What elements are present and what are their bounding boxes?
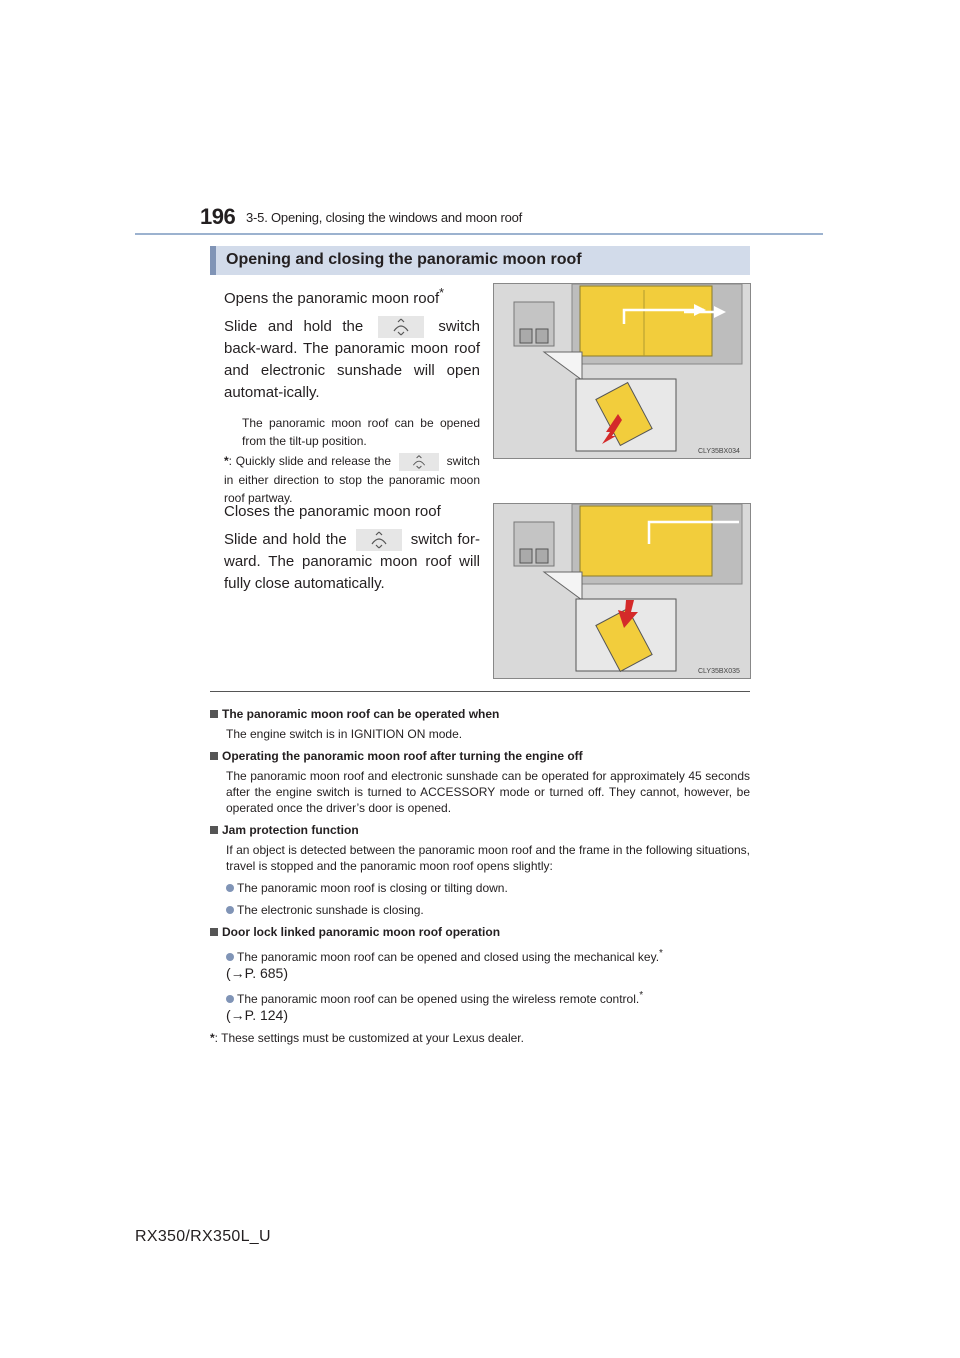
square-bullet-icon	[210, 928, 218, 936]
note-body: The panoramic moon roof and electronic sunshade can be operated for approximately 45 seconds after the engine switch is turned to ACCESSORY mode or turned off. They cannot, however, be operated once the driver’s door is opened.	[226, 769, 750, 815]
chapter-title: 3-5. Opening, closing the windows and moon roof	[246, 210, 523, 225]
asterisk-mark: *	[439, 286, 444, 300]
step2-instruction: Slide and hold the switch for-ward. The panoramic moon roof will fully close automatically.	[224, 531, 481, 593]
note-heading: Jam protection function	[210, 822, 750, 838]
notes-block	[210, 702, 750, 1046]
section-divider	[210, 691, 750, 692]
page-number: 196	[200, 204, 236, 229]
list-item: The panoramic moon roof is closing or tilting down.	[210, 880, 750, 896]
figure-code: CLY35BX035	[698, 668, 740, 675]
asterisk-mark: *	[659, 948, 663, 959]
header-rule	[135, 233, 823, 235]
section-title: Opening and closing the panoramic moon roof	[226, 251, 582, 268]
list-item: The electronic sunshade is closing.	[210, 902, 750, 918]
note-heading: The panoramic moon roof can be operated when	[210, 706, 750, 722]
moon-roof-illustration	[494, 284, 750, 458]
note-heading: Operating the panoramic moon roof after turning the engine off	[210, 748, 750, 764]
moon-roof-switch-icon	[378, 316, 424, 338]
list-item: The panoramic moon roof can be opened and closed using the mechanical key.* (→P. 685)	[226, 948, 663, 981]
circle-bullet-icon	[226, 884, 234, 892]
square-bullet-icon	[210, 752, 218, 760]
square-bullet-icon	[210, 826, 218, 834]
circle-bullet-icon	[226, 995, 234, 1003]
asterisk-mark: *	[639, 990, 644, 1001]
note-body: If an object is detected between the panoramic moon roof and the frame in the following situations, travel is stopped and the panoramic moon roof opens slightly:	[226, 843, 750, 873]
page-reference-link[interactable]: (→P. 685)	[226, 965, 288, 981]
footer-model: RX350/RX350L_U	[135, 1228, 271, 1245]
note-heading: Door lock linked panoramic moon roof operation	[210, 924, 750, 940]
step1-note: The panoramic moon roof can be opened from the tilt-up position.	[242, 416, 480, 449]
figure-open-moon-roof	[493, 283, 751, 459]
asterisk-mark: *	[224, 454, 229, 469]
step1-footnote: *: Quickly slide and release the switch in either direction to stop the panoramic moon roof partway.	[224, 454, 480, 505]
step2-block	[224, 501, 480, 595]
step2-title: Closes the panoramic moon roof	[224, 503, 441, 520]
step1-title: Opens the panoramic moon roof*	[224, 286, 444, 307]
square-bullet-icon	[210, 710, 218, 718]
circle-bullet-icon	[226, 906, 234, 914]
figure-close-moon-roof	[493, 503, 751, 679]
circle-bullet-icon	[226, 953, 234, 961]
page-reference-link[interactable]: (→P. 124)	[226, 1007, 288, 1023]
moon-roof-switch-icon	[399, 453, 439, 471]
section-heading	[210, 246, 750, 275]
figure-code: CLY35BX034	[698, 448, 740, 455]
moon-roof-illustration	[494, 504, 750, 678]
step1-block	[224, 282, 480, 507]
list-item: The panoramic moon roof can be opened using the wireless remote control.* (→P. 124)	[226, 990, 644, 1023]
step1-instruction: Slide and hold the switch back-ward. The panoramic moon roof and electronic sunshade will open automat-ically.	[224, 318, 480, 402]
note-body: The engine switch is in IGNITION ON mode.	[226, 727, 463, 741]
asterisk-mark: *	[210, 1031, 215, 1045]
notes-footnote: *: These settings must be customized at your Lexus dealer.	[210, 1031, 524, 1045]
moon-roof-switch-icon	[356, 529, 402, 551]
